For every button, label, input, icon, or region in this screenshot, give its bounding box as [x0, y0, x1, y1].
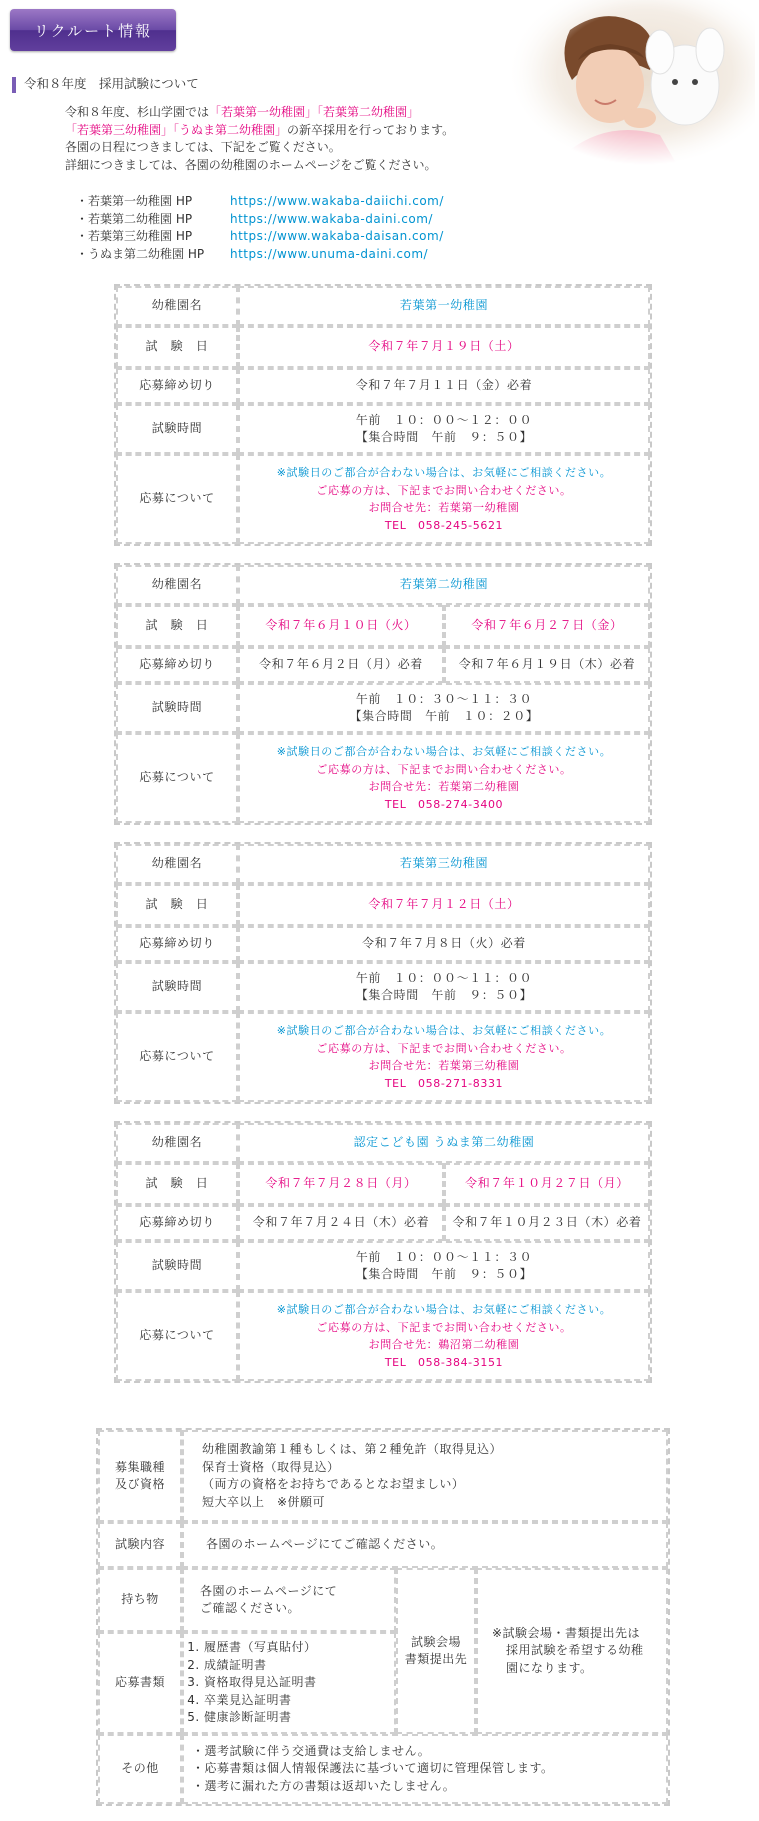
deadline: 令和７年６月１９日（木）必着: [444, 647, 650, 683]
apply-note: ※試験日のご都合が合わない場合は、お気軽にご相談ください。 ご応募の方は、下記までお問い合わせください。 お問合せ先：鵜沼第二幼稚園 TEL 058-384-3151: [238, 1291, 650, 1381]
apply-note: ※試験日のご都合が合わない場合は、お気軽にご相談ください。 ご応募の方は、下記までお問い合わせください。 お問合せ先：若葉第二幼稚園 TEL 058-274-3400: [238, 733, 650, 823]
recruit-info-button[interactable]: リクルート情報: [10, 9, 176, 51]
link-row: ・若葉第三幼稚園 HP https://www.wakaba-daisan.com/: [76, 228, 444, 246]
exam-date: 令和７年６月２７日（金）: [444, 605, 650, 647]
docs-list: [182, 1632, 396, 1734]
other-notes: ・選考試験に伴う交通費は支給しません。 ・応募書類は個人情報保護法に基づいて適切に管理保管します。 ・選考に漏れた方の書類は返却いたしません。: [182, 1734, 668, 1804]
homepage-links: [76, 193, 444, 263]
doc-item: 2. 成績証明書: [204, 1657, 393, 1675]
exam-time: 午前 １０：００～１１：００ 【集合時間 午前 ９：５０】: [238, 962, 650, 1012]
schedule-table-daiichi: 幼稚園名 若葉第一幼稚園 試 験 日 令和７年７月１９日（土） 応募締め切り 令和７年７月１１日（金）必着 試験時間 午前 １０：００～１２：００ 【集合時間 午前 ９：５０】 応募について ※試験日のご都合が合わない場合は、お気軽にご相談ください。 ご応募の方は、下記までお問い合わせください。 お問合せ先：若葉第一幼稚園 TEL 058-245-5621: [114, 284, 652, 546]
deadline: 令和７年７月８日（火）必着: [238, 926, 650, 962]
link-row: ・若葉第一幼稚園 HP https://www.wakaba-daiichi.com/: [76, 193, 444, 211]
link-wakaba-daini[interactable]: https://www.wakaba-daini.com/: [230, 211, 433, 226]
deadline: 令和７年６月２日（月）必着: [238, 647, 444, 683]
link-row: ・うぬま第二幼稚園 HP https://www.unuma-daini.com/: [76, 246, 444, 264]
schedule-table-daisan: 幼稚園名 若葉第三幼稚園 試 験 日 令和７年７月１２日（土） 応募締め切り 令和７年７月８日（火）必着 試験時間 午前 １０：００～１１：００ 【集合時間 午前 ９：５０】 応募について ※試験日のご都合が合わない場合は、お気軽にご相談ください。 ご応募の方は、下記までお問い合わせください。 お問合せ先：若葉第三幼稚園 TEL 058-271-8331: [114, 842, 652, 1104]
exam-time: 午前 １０：００～１２：００ 【集合時間 午前 ９：５０】: [238, 404, 650, 454]
exam-date: 令和７年１０月２７日（月）: [444, 1163, 650, 1205]
child-photo: [510, 0, 755, 170]
exam-date: 令和７年６月１０日（火）: [238, 605, 444, 647]
link-row: ・若葉第二幼稚園 HP https://www.wakaba-daini.com/: [76, 211, 444, 229]
schedule-table-daini: 幼稚園名 若葉第二幼稚園 試 験 日 令和７年６月１０日（火） 令和７年６月２７日（金） 応募締め切り 令和７年６月２日（月）必着 令和７年６月１９日（木）必着 試験時間 午前 １０：３０～１１：３０ 【集合時間 午前 １０：２０】 応募について ※試験日のご都合が合わない場合は、お気軽にご相談ください。 ご応募の方は、下記までお問い合わせください。 お問合せ先：若葉第二幼稚園 TEL 058-274-3400: [114, 563, 652, 825]
exam-date: 令和７年７月２８日（月）: [238, 1163, 444, 1205]
apply-note: ※試験日のご都合が合わない場合は、お気軽にご相談ください。 ご応募の方は、下記までお問い合わせください。 お問合せ先：若葉第三幼稚園 TEL 058-271-8331: [238, 1012, 650, 1102]
venue-label: 試験会場 書類提出先: [396, 1568, 476, 1734]
exam-date: 令和７年７月１９日（土）: [238, 326, 650, 368]
child-with-plush-image: [510, 0, 755, 170]
kinder-name: 認定こども園 うぬま第二幼稚園: [238, 1123, 650, 1163]
schedule-table-unuma: 幼稚園名 認定こども園 うぬま第二幼稚園 試 験 日 令和７年７月２８日（月） 令和７年１０月２７日（月） 応募締め切り 令和７年７月２４日（木）必着 令和７年１０月２３日（木）必着 試験時間 午前 １０：００～１１：３０ 【集合時間 午前 ９：５０】 応募について ※試験日のご都合が合わない場合は、お気軽にご相談ください。 ご応募の方は、下記までお問い合わせください。 お問合せ先：鵜沼第二幼稚園 TEL 058-384-3151: [114, 1121, 652, 1383]
qualification-label: 募集職種 及び資格: [98, 1430, 182, 1522]
doc-item: 1. 履歴書（写真貼付）: [204, 1639, 393, 1657]
exam-time: 午前 １０：００～１１：３０ 【集合時間 午前 ９：５０】: [238, 1241, 650, 1291]
link-unuma-daini[interactable]: https://www.unuma-daini.com/: [230, 246, 429, 261]
doc-item: 4. 卒業見込証明書: [204, 1692, 393, 1710]
requirements-table: 募集職種 及び資格 幼稚園教諭第１種もしくは、第２種免許（取得見込） 保育士資格（取得見込） （両方の資格をお持ちであるとなお望ましい） 短大卒以上 ※併願可 試験内容 各園のホームページにてご確認ください。 持ち物 各園のホームページにて ご確認ください。 試験会場 書類提出先 ※試験会場・書類提出先は 採用試験を希望する幼稚 園になります。 応募書類 1. 履歴書（写真貼付） 2. 成績証明書 3. 資格取得見込証明書 4. 卒業見込証明書 5. 健康診断証明書 その他 ・選考試験に伴う交通費は支給しません。 ・応募書類は個人情報保護法に基づいて適切に管理保管します。 ・選考に漏れた方の書類は返却いたしません。: [96, 1428, 670, 1806]
intro-text: 令和８年度、杉山学園では「若葉第一幼稚園」「若葉第二幼稚園」 「若葉第三幼稚園」「うぬま第二幼稚園」の新卒採用を行っております。 各園の日程につきましては、下記をご覧ください。 詳細につきましては、各園の幼稚園のホームページをご覧ください。: [65, 105, 455, 172]
section-heading: 令和８年度 採用試験について: [12, 75, 199, 93]
exam-time: 午前 １０：３０～１１：３０ 【集合時間 午前 １０：２０】: [238, 683, 650, 733]
kinder-name: 若葉第二幼稚園: [238, 565, 650, 605]
deadline: 令和７年１０月２３日（木）必着: [444, 1205, 650, 1241]
bring-value: 各園のホームページにて ご確認ください。: [182, 1568, 396, 1632]
qualification-value: 幼稚園教諭第１種もしくは、第２種免許（取得見込） 保育士資格（取得見込） （両方の資格をお持ちであるとなお望ましい） 短大卒以上 ※併願可: [182, 1430, 668, 1522]
link-wakaba-daiichi[interactable]: https://www.wakaba-daiichi.com/: [230, 194, 444, 208]
apply-note: ※試験日のご都合が合わない場合は、お気軽にご相談ください。 ご応募の方は、下記までお問い合わせください。 お問合せ先：若葉第一幼稚園 TEL 058-245-5621: [238, 454, 650, 544]
doc-item: 5. 健康診断証明書: [204, 1709, 393, 1727]
content-value: 各園のホームページにてご確認ください。: [182, 1522, 668, 1568]
doc-item: 3. 資格取得見込証明書: [204, 1674, 393, 1692]
deadline: 令和７年７月２４日（木）必着: [238, 1205, 444, 1241]
exam-date: 令和７年７月１２日（土）: [238, 884, 650, 926]
kinder-name: 若葉第一幼稚園: [238, 286, 650, 326]
deadline: 令和７年７月１１日（金）必着: [238, 368, 650, 404]
heading-bar: [12, 77, 16, 93]
venue-note: ※試験会場・書類提出先は 採用試験を希望する幼稚 園になります。: [476, 1568, 668, 1734]
kinder-name: 若葉第三幼稚園: [238, 844, 650, 884]
link-wakaba-daisan[interactable]: https://www.wakaba-daisan.com/: [230, 229, 444, 243]
